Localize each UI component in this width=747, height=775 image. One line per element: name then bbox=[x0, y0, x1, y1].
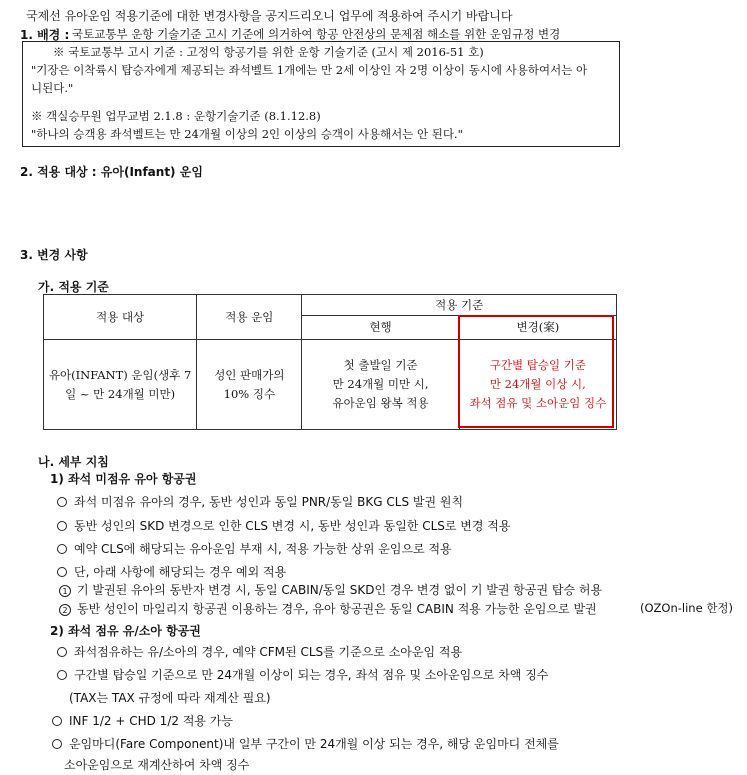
b1-item-3 bbox=[57, 540, 452, 557]
cell-changed-line-3: 좌석 점유 및 소아운임 징수 bbox=[469, 396, 607, 410]
exception-1 bbox=[59, 581, 602, 598]
section2-heading: 2. 적용 대상 : 유아(Infant) 운임 bbox=[20, 165, 203, 179]
section1-heading: 1. 배경 : bbox=[20, 28, 70, 42]
b2-item-3 bbox=[52, 712, 233, 729]
b2-item-1-text: 좌석점유하는 유/소아의 경우, 예약 CFM된 CLS를 기준으로 소아운임 적용 bbox=[74, 645, 463, 659]
b2-item-4-text: 운임마디(Fare Component)내 일부 구간이 만 24개월 이상 되는 경우, 해당 운임마디 전체를 bbox=[69, 737, 559, 751]
notice-line-2: "기장은 이착륙시 탑승자에게 제공되는 좌석벨트 1개에는 만 2세 이상인 자 2명 이상이 동시에 사용하여서는 아 bbox=[31, 63, 588, 77]
subsection-b1-heading: 1) 좌석 미점유 유아 항공권 bbox=[50, 472, 197, 486]
header-criteria: 적용 기준 bbox=[302, 295, 617, 316]
notice-line-5: "하나의 승객용 좌석벨트는 만 24개월 이상의 2인 이상의 승객이 사용해서는 안 된다." bbox=[31, 127, 463, 141]
cell-changed-line-2: 만 24개월 이상 시, bbox=[489, 377, 586, 391]
b2-tax-note: (TAX는 TAX 규정에 따라 재계산 필요) bbox=[69, 691, 271, 705]
circle-bullet-icon bbox=[57, 497, 67, 507]
cell-current bbox=[302, 340, 459, 430]
subsection-a-heading: 가. 적용 기준 bbox=[38, 280, 109, 294]
cell-target bbox=[44, 340, 197, 430]
b2-item-2 bbox=[57, 666, 548, 683]
b1-item-3-text: 예약 CLS에 해당되는 유아운임 부재 시, 적용 가능한 상위 운임으로 적용 bbox=[74, 542, 452, 556]
subsection-b-heading: 나. 세부 지침 bbox=[38, 455, 109, 469]
notice-line-3: 니된다." bbox=[31, 81, 74, 95]
section3-heading: 3. 변경 사항 bbox=[20, 248, 88, 262]
b1-item-2-text: 동반 성인의 SKD 변경으로 인한 CLS 변경 시, 동반 성인과 동일한 CLS로 변경 적용 bbox=[74, 519, 511, 533]
header-target: 적용 대상 bbox=[44, 295, 197, 340]
cell-fare bbox=[197, 340, 302, 430]
cell-target-line-1: 유아(INFANT) 운임(생후 7 bbox=[48, 367, 192, 382]
cell-current-line-2: 만 24개월 미만 시, bbox=[332, 377, 429, 391]
circle-bullet-icon bbox=[57, 521, 67, 531]
ozon-note: (OZOn-line 한정) bbox=[640, 601, 734, 615]
circle-bullet-icon bbox=[57, 647, 67, 657]
exception-1-text: 기 발권된 유아의 동반자 변경 시, 동일 CABIN/동일 SKD인 경우 변경 없이 기 발권 항공권 탑승 허용 bbox=[77, 583, 603, 597]
b2-item-1 bbox=[57, 643, 462, 660]
circle-bullet-icon bbox=[52, 716, 62, 726]
circle-bullet-icon bbox=[57, 544, 67, 554]
circle-bullet-icon bbox=[57, 567, 67, 577]
b1-item-1-text: 좌석 미점유 유아의 경우, 동반 성인과 동일 PNR/동일 BKG CLS 발권 원칙 bbox=[74, 495, 464, 509]
notice-line-4: ※ 객실승무원 업무교범 2.1.8 : 운항기술기준 (8.1.12.8) bbox=[31, 109, 321, 123]
b2-item-4-continued: 소아운임으로 재계산하여 차액 징수 bbox=[64, 758, 250, 772]
b2-item-3-text: INF 1/2 + CHD 1/2 적용 가능 bbox=[69, 714, 233, 728]
circle-bullet-icon bbox=[52, 739, 62, 749]
b1-item-4-text: 단, 아래 사항에 해당되는 경우 예외 적용 bbox=[74, 565, 287, 579]
cell-fare-line-2: 10% 징수 bbox=[223, 386, 276, 401]
section1-text: 국토교통부 운항 기술기준 고시 기준에 의거하여 항공 안전상의 문제점 해소를 위한 운임규정 변경 bbox=[72, 27, 561, 41]
circled-number-2-icon: 2 bbox=[59, 604, 71, 616]
changed-highlight-box bbox=[458, 315, 614, 428]
header-fare: 적용 운임 bbox=[197, 295, 302, 340]
b1-item-4 bbox=[57, 563, 286, 580]
header-current: 현행 bbox=[302, 316, 459, 340]
intro-text: 국제선 유아운임 적용기준에 대한 변경사항을 공지드리오니 업무에 적용하여 주시기 바랍니다 bbox=[26, 9, 513, 23]
circle-bullet-icon bbox=[57, 670, 67, 680]
exception-2-text: 동반 성인이 마일리지 항공권 이용하는 경우, 유아 항공권은 동일 CABIN 적용 가능한 운임으로 발권 bbox=[77, 602, 597, 616]
header-changed: 변경(案) bbox=[459, 316, 616, 340]
cell-current-line-1: 첫 출발일 기준 bbox=[343, 358, 418, 372]
cell-changed-line-1: 구간별 탑승일 기준 bbox=[489, 358, 586, 372]
notice-line-1: ※ 국토교통부 고시 기준 : 고정익 항공기를 위한 운항 기술기준 (고시 제 2016-51 호) bbox=[53, 45, 484, 59]
subsection-b2-heading: 2) 좌석 점유 유/소아 항공권 bbox=[50, 624, 201, 638]
cell-current-line-3: 유아운임 왕복 적용 bbox=[332, 396, 429, 410]
notice-box bbox=[22, 41, 620, 147]
b2-item-2-text: 구간별 탑승일 기준으로 만 24개월 이상이 되는 경우, 좌석 점유 및 소아운임으로 차액 징수 bbox=[74, 668, 549, 682]
circled-number-1-icon: 1 bbox=[59, 585, 71, 597]
b2-item-4 bbox=[52, 735, 559, 752]
exception-2 bbox=[59, 600, 597, 617]
cell-fare-line-1: 성인 판매가의 bbox=[214, 367, 285, 382]
cell-target-line-2: 일 ~ 만 24개월 미만) bbox=[65, 386, 176, 401]
b1-item-2 bbox=[57, 517, 510, 534]
b1-item-1 bbox=[57, 493, 463, 510]
